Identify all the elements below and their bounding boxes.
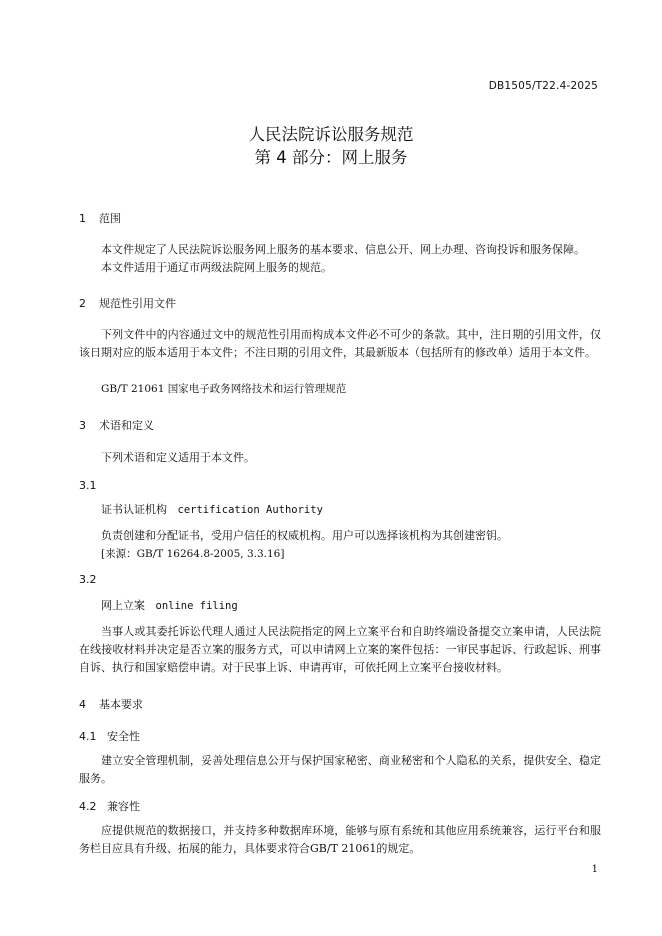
term-entry [79,501,601,519]
section-number: 1 [79,212,86,225]
section-3-heading [79,417,154,433]
term-entry [79,597,601,615]
subsection-4-1-heading [79,728,140,744]
section-title: 规范性引用文件 [99,297,176,310]
section-title: 基本要求 [99,698,143,711]
document-number: DB1505/T22.4-2025 [488,80,598,92]
term-english: certification Authority [177,504,323,516]
term-name: 网上立案 [101,599,145,612]
term-number: 3.1 [79,479,97,492]
paragraph: 下列术语和定义适用于本文件。 [101,451,255,464]
normative-reference: GB/T 21061 国家电子政务网络技术和运行管理规范 [101,383,347,395]
page-number: 1 [591,864,598,875]
paragraph: 本文件适用于通辽市两级法院网上服务的规范。 [101,261,332,274]
section-2-heading [79,295,176,311]
paragraph: 本文件规定了人民法院诉讼服务网上服务的基本要求、信息公开、网上办理、咨询投诉和服务保障。 [101,243,585,256]
subsection-title: 兼容性 [107,800,140,813]
term-english: online filing [155,600,238,612]
paragraph: 应提供规范的数据接口，并支持多种数据库环境，能够与原有系统和其他应用系统兼容，运行平台和服务栏目应具有升级、拓展的能力，具体要求符合GB/T 21061的规定。 [79,824,601,855]
term-definition: 负责创建和分配证书，受用户信任的权威机构。用户可以选择该机构为其创建密钥。 [101,529,508,542]
paragraph: 下列文件中的内容通过文中的规范性引用而构成本文件必不可少的条款。其中，注日期的引用文件，仅该日期对应的版本适用于本文件；不注日期的引用文件，其最新版本（包括所有的修改单）适用于本文件。 [79,328,601,359]
section-title: 范围 [99,212,121,225]
section-number: 4 [79,698,86,711]
subsection-number: 4.1 [79,730,97,743]
term-number: 3.2 [79,573,97,586]
term-source: [来源：GB/T 16264.8-2005, 3.3.16] [101,548,285,560]
document-title: 人民法院诉讼服务规范 [248,125,414,144]
paragraph: 建立安全管理机制，妥善处理信息公开与保护国家秘密、商业秘密和个人隐私的关系，提供安全、稳定服务。 [79,754,601,785]
section-title: 术语和定义 [99,419,154,432]
term-name: 证书认证机构 [101,503,167,516]
section-number: 3 [79,419,86,432]
section-number: 2 [79,297,86,310]
section-4-heading [79,696,143,712]
section-1-heading [79,210,121,226]
document-subtitle: 第 4 部分：网上服务 [254,148,408,167]
subsection-title: 安全性 [107,730,140,743]
subsection-4-2-heading [79,798,140,814]
subsection-number: 4.2 [79,800,97,813]
term-definition: 当事人或其委托诉讼代理人通过人民法院指定的网上立案平台和自助终端设备提交立案申请，人民法院在线接收材料并决定是否立案的服务方式，可以申请网上立案的案件包括：一审民事起诉、行政起诉、刑事自诉、执行和国家赔偿申请。对于民事上诉、申请再审，可依托网上立案平台接收材料。 [79,625,601,674]
